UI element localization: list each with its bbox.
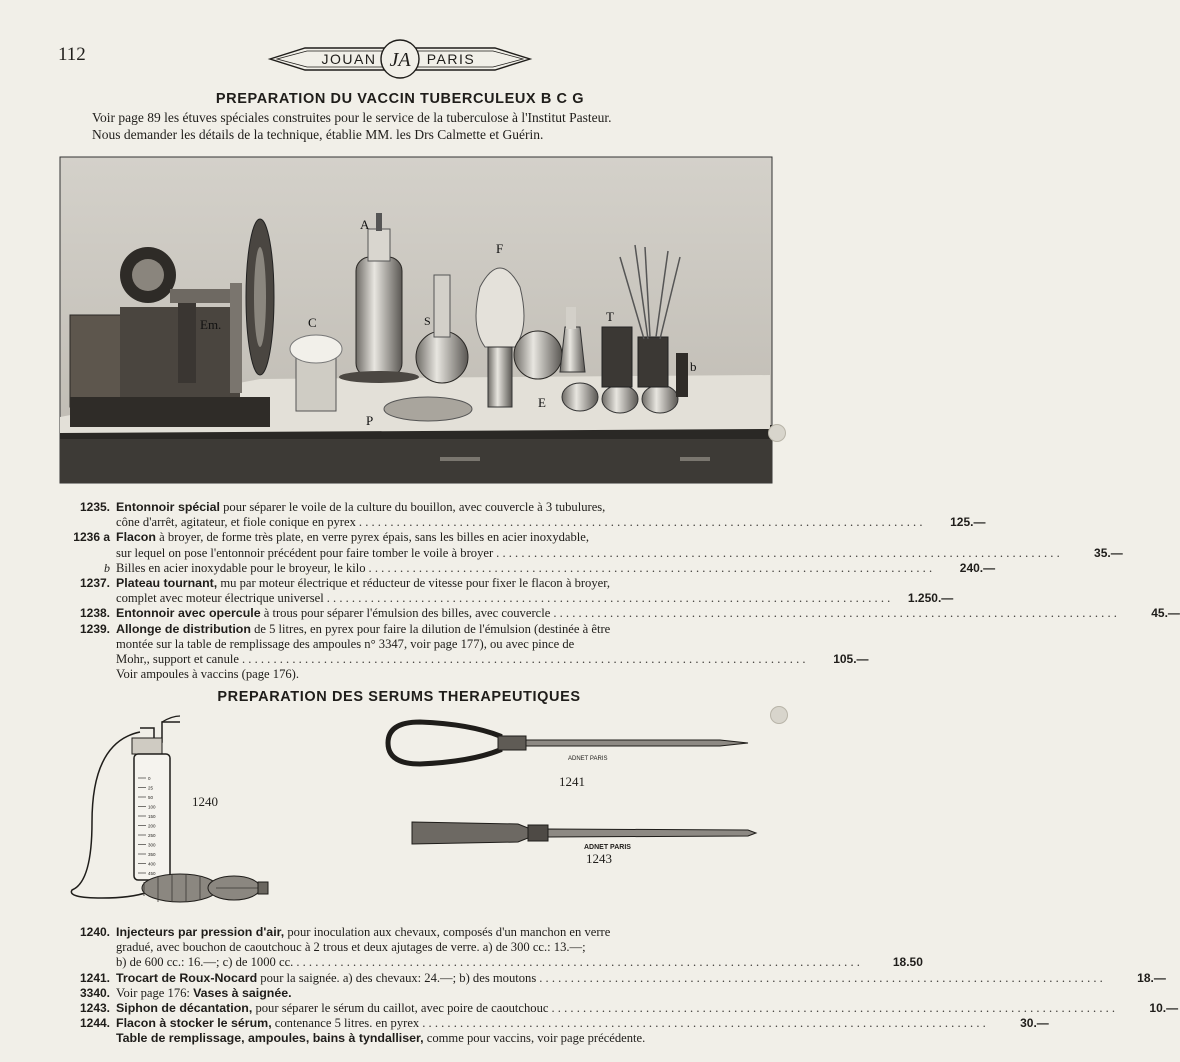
photo-label-p: P (366, 413, 374, 428)
entry-title: Entonnoir spécial (116, 500, 220, 514)
leader-dots (553, 606, 1117, 621)
entry-title: Siphon de décantation, (116, 1001, 253, 1016)
photo-label-c: C (308, 315, 317, 330)
entry-text: comme pour vaccins, voir page précédente. (423, 1031, 646, 1046)
scale-label: 25 (148, 785, 154, 791)
entry-text: Voir ampoules à vaccins (page 176). (116, 667, 300, 682)
leader-dots (369, 561, 933, 576)
entry-text: Mohr,, support et canule (116, 652, 239, 667)
entry-title: Flacon à stocker le sérum, (116, 1016, 272, 1031)
entry-price: 45.— (1151, 606, 1180, 621)
entry-1238 (60, 606, 1180, 621)
injector-illustration (62, 712, 272, 912)
siphon-illustration (408, 814, 760, 854)
entry-number: 1243. (79, 1001, 110, 1016)
entry-title: Trocart de Roux-Nocard (116, 970, 258, 985)
leader-dots (496, 546, 1060, 561)
leader-dots (422, 1016, 986, 1031)
entry-text: Billes en acier inoxydable pour le broyeur, le kilo (116, 560, 366, 575)
entry-1243 (60, 1001, 1179, 1016)
intro-line-2: Nous demander les détails de la technique, établie MM. les Drs Calmette et Guérin. (92, 127, 544, 142)
entry-title: Flacon (116, 530, 156, 545)
entry-1244 (60, 1016, 1049, 1046)
entry-text: pour inoculation aux chevaux, composés d'un manchon en verre (284, 925, 611, 939)
photo-label-s: S (424, 314, 431, 328)
binder-hole (770, 706, 788, 724)
entry-text: de 5 litres, en pyrex pour faire la dilution de l'émulsion (destinée à être (250, 621, 611, 636)
scale-label: 100 (148, 804, 156, 810)
scale-label: 0 (148, 776, 151, 781)
entry-number: 1237. (79, 576, 110, 591)
entry-number: 1240. (79, 925, 110, 939)
entry-price: 240.— (959, 560, 996, 575)
entry-number: 1244. (79, 1016, 110, 1031)
trocart-illustration (380, 716, 760, 770)
leader-dots (539, 971, 1103, 986)
entry-text: pour la saignée. a) des chevaux: 24.—; b) des moutons (257, 970, 537, 985)
entry-text: sur lequel on pose l'entonnoir précédent pour faire tomber le voile à broyer (116, 545, 494, 560)
photo-label-a: A (360, 217, 370, 232)
entry-text: b) de 600 cc.: 16.—; c) de 1000 cc. (116, 955, 294, 970)
scale-label: 200 (148, 823, 156, 829)
scale-label: 400 (148, 861, 156, 867)
entry-number: 1238. (79, 606, 110, 621)
entry-1240 (60, 925, 923, 971)
entry-price: 125.— (950, 515, 986, 530)
entry-text: mu par moteur électrique et réducteur de vitesse pour fixer le flacon à broyer, (217, 576, 611, 591)
bcg-entries (60, 500, 1180, 682)
apparatus-photograph (60, 157, 772, 483)
entry-text: montée sur la table de remplissage des ampoules n° 3347, voir page 177), ou avec pince de (116, 636, 575, 651)
entry-text: pour séparer le sérum du caillot, avec poire de caoutchouc (252, 1001, 549, 1016)
entry-text: Voir page 176: (116, 985, 194, 1000)
intro-line-1: Voir page 89 les étuves spéciales construites pour le service de la tuberculose à l'Institut Pasteur. (92, 110, 612, 125)
leader-dots (296, 955, 860, 970)
binder-hole (768, 424, 786, 442)
entry-number: 1241. (79, 970, 110, 985)
entry-text: cône d'arrêt, agitateur, et fiole conique en pyrex (116, 515, 356, 530)
engraving-1241: ADNET PARIS (568, 756, 608, 762)
photo-label-b: b (690, 359, 697, 374)
jouan-paris-logo (265, 38, 535, 80)
photo-label-em: Em. (200, 317, 222, 332)
page-number: 112 (58, 44, 86, 65)
scale-label: 50 (148, 795, 154, 800)
entry-3340 (60, 986, 760, 1001)
entry-price: 30.— (1020, 1016, 1049, 1031)
figure-label-1243: 1243 (586, 851, 612, 866)
logo-monogram: JA (389, 49, 411, 71)
entry-text: contenance 5 litres. en pyrex (271, 1016, 420, 1031)
leader-dots (552, 1001, 1116, 1016)
entry-title: Entonnoir avec opercule (116, 606, 261, 621)
entry-title: Vases à saignée. (193, 985, 292, 1000)
scale-label: 300 (148, 842, 156, 848)
engraving-1243: ADNET PARIS (584, 844, 631, 851)
entry-price: 1.250.— (907, 591, 954, 606)
entry-1239 (60, 621, 869, 683)
scale-label: 350 (148, 852, 156, 857)
entry-1237 (60, 576, 954, 606)
scale-label: 250 (148, 833, 156, 838)
section-title-bcg: PREPARATION DU VACCIN TUBERCULEUX B C G (215, 91, 585, 107)
entry-1236a (60, 530, 1123, 560)
intro-text (92, 109, 732, 143)
entry-number: b (104, 560, 110, 575)
entry-text: à broyer, de forme très plate, en verre pyrex épais, sans les billes en acier inoxydable, (155, 530, 590, 545)
entry-price: 105.— (833, 652, 869, 667)
entry-title: Plateau tournant, (116, 576, 218, 591)
entry-number: 1239. (79, 621, 110, 636)
logo-right-text: PARIS (426, 51, 476, 67)
figure-label-1241: 1241 (559, 774, 585, 789)
entry-price: 18.— (1137, 970, 1166, 985)
leader-dots (359, 515, 923, 530)
entry-text: pour séparer le voile de la culture du bouillon, avec couvercle à 3 tubulures, (219, 500, 606, 514)
scale-label: 450 (148, 871, 156, 876)
entry-title: Table de remplissage, ampoules, bains à tyndalliser, (116, 1031, 424, 1046)
entry-text: à trous pour séparer l'émulsion des billes, avec couvercle (260, 606, 551, 621)
entry-number: 1235. (79, 500, 110, 514)
entry-text: gradué, avec bouchon de caoutchouc à 2 trous et deux ajutages de verre. a) de 300 cc.: 13.—; (116, 940, 586, 955)
photo-label-t: T (606, 309, 614, 324)
entry-number: 1236 a (73, 530, 110, 545)
entry-title: Injecteurs par pression d'air, (116, 925, 285, 939)
entry-price: 35.— (1094, 545, 1123, 560)
photo-label-f: F (496, 241, 504, 256)
section-title-serums: PREPARATION DES SERUMS THERAPEUTIQUES (217, 689, 581, 705)
entry-price: 18.50 (892, 955, 923, 970)
scale-label: 150 (148, 814, 156, 819)
entry-1236b (60, 560, 996, 576)
photo-label-e: E (538, 395, 546, 410)
entry-title: Allonge de distribution (116, 621, 251, 636)
entry-text: complet avec moteur électrique universel (116, 591, 324, 606)
entry-1241 (60, 970, 1166, 986)
entry-1235 (60, 500, 986, 530)
logo-left-text: JOUAN (321, 51, 377, 67)
leader-dots (327, 591, 891, 606)
entry-price: 10.— (1149, 1001, 1179, 1016)
figure-label-1240: 1240 (192, 794, 218, 809)
entry-number: 3340. (79, 985, 110, 1000)
leader-dots (242, 652, 806, 667)
serum-entries (60, 925, 1179, 1047)
